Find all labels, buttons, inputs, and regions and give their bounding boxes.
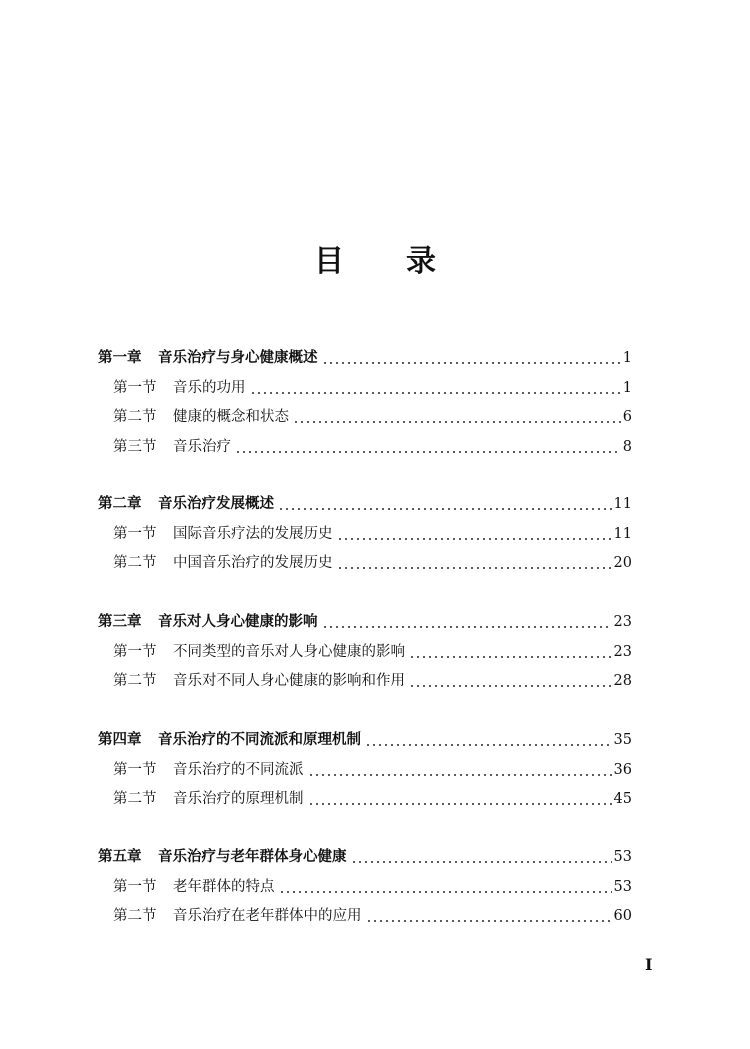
page-number: 11 xyxy=(613,525,632,542)
section-label: 第一节 xyxy=(113,525,157,542)
dot-leader xyxy=(235,451,621,453)
section-title: 音乐的功用 xyxy=(173,379,246,396)
toc-section-row[interactable] xyxy=(113,788,632,810)
toc-chapter-row[interactable] xyxy=(98,846,632,868)
section-label: 第二节 xyxy=(113,673,157,689)
page-number: 8 xyxy=(622,438,632,455)
page-number: 23 xyxy=(613,614,632,630)
section-title: 不同类型的音乐对人身心健康的影响 xyxy=(173,643,405,660)
chapter-title: 音乐治疗的不同流派和原理机制 xyxy=(158,731,361,748)
dot-leader xyxy=(337,538,612,540)
chapter-label: 第四章 xyxy=(98,731,142,748)
page-number: 36 xyxy=(613,761,632,778)
section-title: 健康的概念和状态 xyxy=(173,409,289,425)
page-number: 11 xyxy=(613,496,632,512)
toc-section-row[interactable] xyxy=(113,523,632,545)
toc-section-row[interactable] xyxy=(113,552,632,574)
section-title: 音乐治疗在老年群体中的应用 xyxy=(173,908,362,924)
section-label: 第二节 xyxy=(113,791,157,807)
section-title: 老年群体的特点 xyxy=(173,878,275,895)
section-title: 音乐治疗的原理机制 xyxy=(173,791,304,807)
page-number: 1 xyxy=(622,379,632,396)
dot-leader xyxy=(409,685,612,687)
section-title: 音乐对不同人身心健康的影响和作用 xyxy=(173,673,405,689)
page-number: 53 xyxy=(613,878,632,895)
page-number: 28 xyxy=(613,673,632,689)
section-title: 国际音乐疗法的发展历史 xyxy=(173,525,333,542)
section-label: 第一节 xyxy=(113,379,157,396)
toc-section-row[interactable] xyxy=(113,406,632,428)
chapter-label: 第五章 xyxy=(98,848,142,865)
toc-section-row[interactable] xyxy=(113,377,632,399)
dot-leader xyxy=(278,508,612,510)
toc-section-row[interactable] xyxy=(113,876,632,898)
title-char-2: 录 xyxy=(406,244,436,279)
toc-chapter-row[interactable] xyxy=(98,493,632,515)
dot-leader xyxy=(293,421,621,423)
section-label: 第二节 xyxy=(113,555,157,571)
section-title: 中国音乐治疗的发展历史 xyxy=(173,555,333,571)
dot-leader xyxy=(365,744,612,746)
section-title: 音乐治疗的不同流派 xyxy=(173,761,304,778)
page-number: 53 xyxy=(613,849,632,865)
title-char-1: 目 xyxy=(314,244,344,279)
chapter-title: 音乐治疗与身心健康概述 xyxy=(158,349,318,366)
chapter-label: 第三章 xyxy=(98,613,142,630)
chapter-label: 第一章 xyxy=(98,349,142,366)
dot-leader xyxy=(250,392,621,394)
section-label: 第三节 xyxy=(113,438,157,455)
page-number: 6 xyxy=(622,409,632,425)
dot-leader xyxy=(322,362,621,364)
toc-chapter-row[interactable] xyxy=(98,347,632,369)
page-number: 20 xyxy=(613,555,632,571)
page-number-roman: I xyxy=(645,955,653,974)
section-label: 第二节 xyxy=(113,908,157,924)
page-number: 23 xyxy=(613,643,632,660)
dot-leader xyxy=(322,626,612,628)
section-label: 第一节 xyxy=(113,643,157,660)
toc-section-row[interactable] xyxy=(113,905,632,927)
chapter-title: 音乐治疗与老年群体身心健康 xyxy=(158,848,347,865)
chapter-title: 音乐治疗发展概述 xyxy=(158,495,274,512)
page-number: 60 xyxy=(613,908,632,924)
dot-leader xyxy=(351,861,612,863)
toc-section-row[interactable] xyxy=(113,436,632,458)
dot-leader xyxy=(308,774,612,776)
chapter-title: 音乐对人身心健康的影响 xyxy=(158,613,318,630)
page-number: 45 xyxy=(613,791,632,807)
toc-chapter-row[interactable] xyxy=(98,611,632,633)
section-label: 第一节 xyxy=(113,878,157,895)
page-number: 35 xyxy=(613,732,632,748)
dot-leader xyxy=(279,891,612,893)
section-label: 第一节 xyxy=(113,761,157,778)
toc-chapter-row[interactable] xyxy=(98,729,632,751)
dot-leader xyxy=(366,920,612,922)
dot-leader xyxy=(308,803,612,805)
dot-leader xyxy=(409,656,612,658)
toc-section-row[interactable] xyxy=(113,759,632,781)
toc-section-row[interactable] xyxy=(113,670,632,692)
section-label: 第二节 xyxy=(113,409,157,425)
section-title: 音乐治疗 xyxy=(173,438,231,455)
chapter-label: 第二章 xyxy=(98,495,142,512)
toc-section-row[interactable] xyxy=(113,641,632,663)
dot-leader xyxy=(337,567,612,569)
page-number: 1 xyxy=(622,350,632,366)
